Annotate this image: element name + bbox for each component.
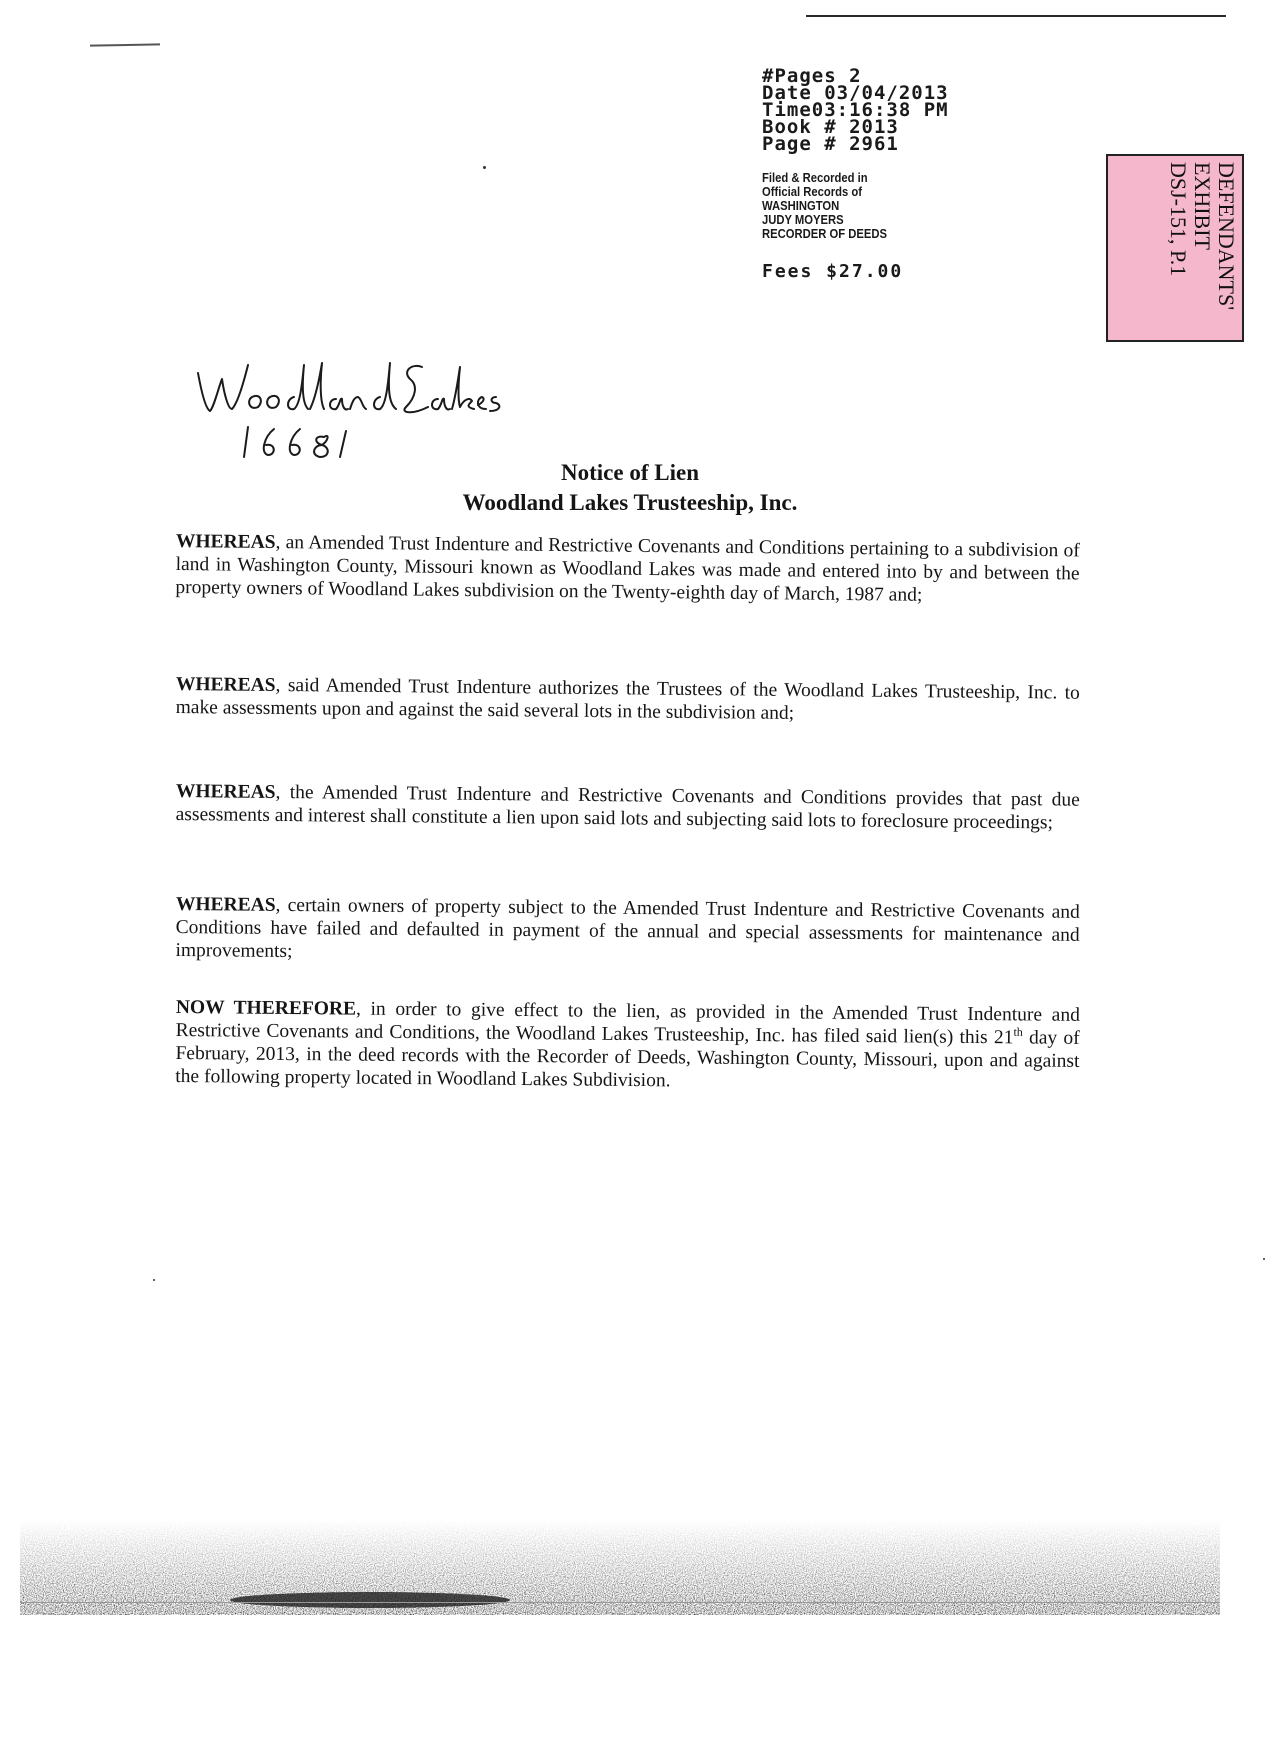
recorder-stamp bbox=[762, 65, 1062, 282]
ordinal-suffix: th bbox=[1013, 1024, 1023, 1039]
scan-line bbox=[806, 15, 1226, 17]
stamp-pages: #Pages 2 bbox=[762, 65, 862, 87]
paragraph-text: , in order to give effect to the lien, as provided in the Amended Trust Indenture and Restrictive Covenants and Conditions, the Woodland Lakes Trusteeship, Inc. has filed said lien(s) this 21 bbox=[175, 998, 1080, 1049]
paragraph-text: , an Amended Trust Indenture and Restrictive Covenants and Conditions pertaining to a subdivision of land in Washington County, Missouri known as Woodland Lakes was made and entered into by and between the property owners of Woodland Lakes subdivision on the Twenty-eighth day of March, 1987 and; bbox=[175, 532, 1080, 606]
scan-mark bbox=[90, 43, 160, 46]
stamp-recorder-name: JUDY MOYERS bbox=[762, 213, 844, 227]
document-heading bbox=[300, 458, 960, 518]
scan-edge-line bbox=[20, 1602, 1220, 1603]
exhibit-label: EXHIBIT bbox=[1190, 162, 1215, 250]
paragraph-lead: WHEREAS bbox=[175, 530, 276, 554]
handwritten-annotation bbox=[190, 345, 510, 465]
paragraph-whereas-1 bbox=[175, 530, 1080, 608]
stamp-filed-line: Filed & Recorded in bbox=[762, 171, 868, 185]
exhibit-party: DEFENDANTS' bbox=[1214, 162, 1239, 311]
paragraph-whereas-2 bbox=[176, 673, 1080, 728]
paragraph-now-therefore bbox=[175, 996, 1080, 1096]
paragraph-lead: WHEREAS bbox=[175, 780, 276, 803]
stamp-recorder-title: RECORDER OF DEEDS bbox=[762, 227, 888, 241]
scan-speck bbox=[483, 166, 486, 169]
stamp-fees: Fees $27.00 bbox=[762, 261, 904, 282]
paragraph-whereas-3 bbox=[176, 780, 1080, 835]
paragraph-lead: WHEREAS bbox=[175, 673, 276, 696]
stamp-page: Page # 2961 bbox=[762, 133, 899, 155]
paragraph-text: day of February, 2013, in the deed records with the Recorder of Deeds, Washington County, Missouri, upon and against the following property located in Woodland Lakes Subdivision. bbox=[175, 1027, 1080, 1092]
stamp-county: WASHINGTON bbox=[762, 199, 840, 213]
document-subtitle: Woodland Lakes Trusteeship, Inc. bbox=[462, 490, 798, 515]
paragraph-text: , certain owners of property subject to the Amended Trust Indenture and Restrictive Covenants and Conditions have failed and defaulted in payment of the annual and special assessments for maintenance and improvements; bbox=[175, 894, 1080, 963]
stamp-date: Date 03/04/2013 bbox=[762, 82, 949, 104]
stamp-filed-line: Official Records of bbox=[762, 185, 863, 199]
exhibit-number: DSJ-151, P.1 bbox=[1166, 162, 1191, 277]
stamp-time: Time03:16:38 PM bbox=[762, 99, 949, 121]
paragraph-text: , said Amended Trust Indenture authorizes the Trustees of the Woodland Lakes Trusteeship, Inc. to make assessments upon and against the said several lots in the subdivision and; bbox=[175, 674, 1080, 724]
paragraph-lead: NOW THEREFORE bbox=[175, 996, 357, 1020]
paragraph-whereas-4 bbox=[175, 893, 1080, 970]
scan-speck bbox=[1263, 1258, 1265, 1260]
scan-smudge bbox=[20, 1520, 1220, 1615]
document-title: Notice of Lien bbox=[561, 460, 699, 485]
paragraph-lead: WHEREAS bbox=[175, 893, 276, 916]
stamp-book: Book # 2013 bbox=[762, 116, 899, 138]
paragraph-text: , the Amended Trust Indenture and Restrictive Covenants and Conditions provides that past due assessments and interest shall constitute a lien upon said lots and subjecting said lots to foreclosure proceedings; bbox=[175, 781, 1080, 834]
exhibit-sticker bbox=[1106, 154, 1244, 342]
scan-speck bbox=[153, 1279, 155, 1281]
